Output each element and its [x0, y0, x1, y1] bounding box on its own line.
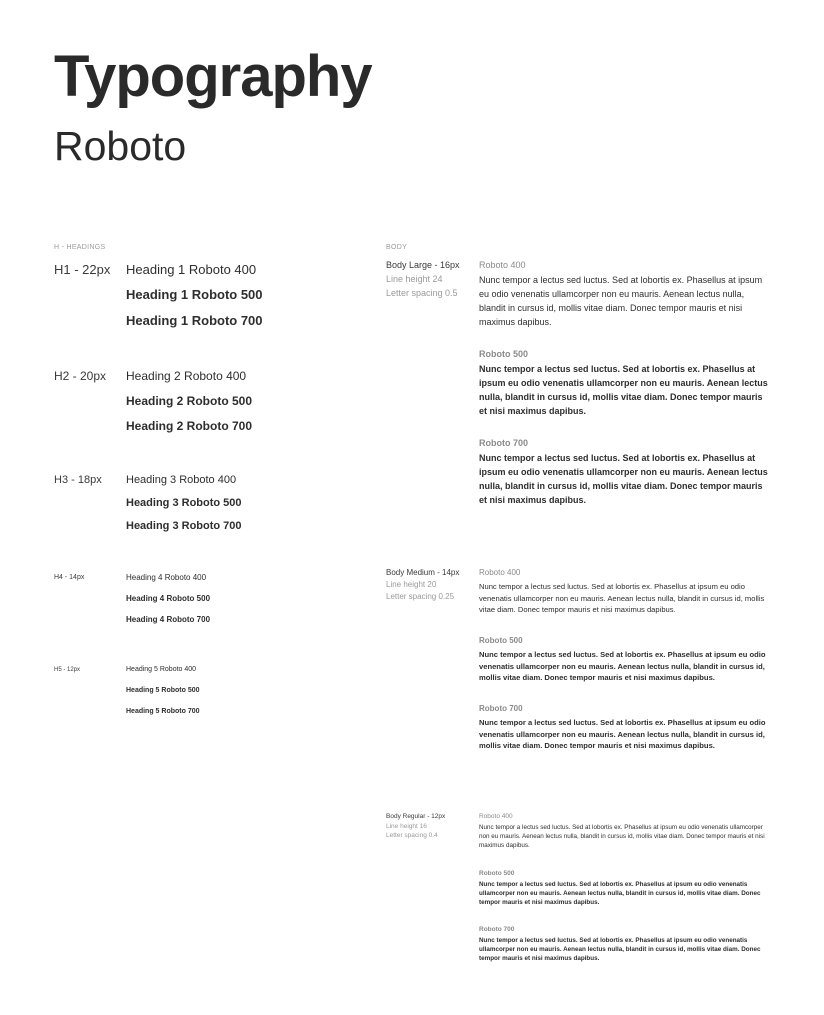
h5-sample-500: Heading 5 Roboto 500 [126, 687, 200, 694]
h5-size-label: H5 - 12px [54, 667, 81, 673]
body-medium-weight-700-label: Roboto 700 [479, 704, 523, 713]
body-medium-line-height: Line height 20 [386, 580, 437, 589]
body-medium-paragraph-400: Nunc tempor a lectus sed luctus. Sed at lobortis ex. Phasellus at ipsum eu odio venenatis ullamcorper non eu mauris. Aenean lectus nulla, blandit in cursus id, mollis vitae diam. Donec tempor mauris et nisi maximus dapibus. [479, 582, 765, 614]
body-large-paragraph-500: Nunc tempor a lectus sed luctus. Sed at lobortis ex. Phasellus at ipsum eu odio venenatis ullamcorper non eu mauris. Aenean lectus nulla, blandit in cursus id, mollis vitae diam. Donec tempor mauris et nisi maximus dapibus. [479, 364, 768, 416]
h2-size-label: H2 - 20px [54, 369, 107, 383]
body-medium-name: Body Medium - 14px [386, 568, 460, 577]
h4-sample-700: Heading 4 Roboto 700 [126, 615, 211, 624]
body-regular-weight-500-label: Roboto 500 [479, 870, 515, 877]
body-medium-weight-400-label: Roboto 400 [479, 568, 521, 577]
h2-sample-500: Heading 2 Roboto 500 [126, 394, 253, 408]
body-regular-weight-700-label: Roboto 700 [479, 926, 515, 933]
h2-sample-400: Heading 2 Roboto 400 [126, 369, 247, 383]
body-medium-paragraph-700: Nunc tempor a lectus sed luctus. Sed at lobortis ex. Phasellus at ipsum eu odio venenatis ullamcorper non eu mauris. Aenean lectus nulla, blandit in cursus id, mollis vitae diam. Donec tempor mauris et nisi maximus dapibus. [479, 718, 766, 750]
h3-sample-400: Heading 3 Roboto 400 [126, 474, 237, 486]
body-large-letter-spacing: Letter spacing 0.5 [386, 288, 458, 298]
body-large-weight-700-label: Roboto 700 [479, 438, 529, 448]
h4-sample-400: Heading 4 Roboto 400 [126, 573, 207, 582]
body-regular-paragraph-400: Nunc tempor a lectus sed luctus. Sed at lobortis ex. Phasellus at ipsum eu odio venenatis ullamcorper non eu mauris. Aenean lectus nulla, blandit in cursus id, mollis vitae diam. Donec tempor mauris et nisi maximus dapibus. [479, 824, 765, 849]
h5-sample-400: Heading 5 Roboto 400 [126, 666, 197, 673]
page-subtitle: Roboto [54, 123, 187, 169]
body-regular-paragraph-500: Nunc tempor a lectus sed luctus. Sed at lobortis ex. Phasellus at ipsum eu odio venenatis ullamcorper non eu mauris. Aenean lectus nulla, blandit in cursus id, mollis vitae diam. Donec tempor mauris et nisi maximus dapibus. [479, 881, 761, 906]
body-large-weight-400-label: Roboto 400 [479, 260, 526, 270]
body-medium-letter-spacing: Letter spacing 0.25 [386, 592, 455, 601]
body-large-paragraph-400: Nunc tempor a lectus sed luctus. Sed at lobortis ex. Phasellus at ipsum eu odio venenatis ullamcorper non eu mauris. Aenean lectus nulla, blandit in cursus id, mollis vitae diam. Donec tempor mauris et nisi maximus dapibus. [479, 275, 763, 327]
body-regular-paragraph-700: Nunc tempor a lectus sed luctus. Sed at lobortis ex. Phasellus at ipsum eu odio venenatis ullamcorper non eu mauris. Aenean lectus nulla, blandit in cursus id, mollis vitae diam. Donec tempor mauris et nisi maximus dapibus. [479, 937, 761, 962]
body-section-label: BODY [386, 244, 408, 251]
body-medium-paragraph-500: Nunc tempor a lectus sed luctus. Sed at lobortis ex. Phasellus at ipsum eu odio venenatis ullamcorper non eu mauris. Aenean lectus nulla, blandit in cursus id, mollis vitae diam. Donec tempor mauris et nisi maximus dapibus. [479, 650, 766, 682]
body-regular-letter-spacing: Letter spacing 0.4 [386, 832, 438, 839]
h4-size-label: H4 - 14px [54, 574, 85, 581]
headings-section-label: H - HEADINGS [54, 244, 106, 251]
h3-size-label: H3 - 18px [54, 474, 102, 486]
h2-sample-700: Heading 2 Roboto 700 [126, 419, 253, 433]
h3-sample-500: Heading 3 Roboto 500 [126, 497, 242, 509]
page-title: Typography [54, 44, 372, 109]
h5-sample-700: Heading 5 Roboto 700 [126, 708, 200, 715]
body-regular-line-height: Line height 16 [386, 823, 427, 830]
body-large-line-height: Line height 24 [386, 274, 443, 284]
body-large-paragraph-700: Nunc tempor a lectus sed luctus. Sed at lobortis ex. Phasellus at ipsum eu odio venenatis ullamcorper non eu mauris. Aenean lectus nulla, blandit in cursus id, mollis vitae diam. Donec tempor mauris et nisi maximus dapibus. [479, 453, 768, 505]
body-large-name: Body Large - 16px [386, 260, 460, 270]
h1-sample-500: Heading 1 Roboto 500 [126, 287, 263, 302]
h1-size-label: H1 - 22px [54, 262, 111, 277]
h1-sample-700: Heading 1 Roboto 700 [126, 313, 263, 328]
h4-sample-500: Heading 4 Roboto 500 [126, 594, 211, 603]
body-large-weight-500-label: Roboto 500 [479, 349, 529, 359]
h3-sample-700: Heading 3 Roboto 700 [126, 520, 242, 532]
body-regular-name: Body Regular - 12px [386, 813, 446, 820]
body-medium-weight-500-label: Roboto 500 [479, 636, 523, 645]
body-regular-weight-400-label: Roboto 400 [479, 813, 513, 820]
h1-sample-400: Heading 1 Roboto 400 [126, 262, 257, 277]
